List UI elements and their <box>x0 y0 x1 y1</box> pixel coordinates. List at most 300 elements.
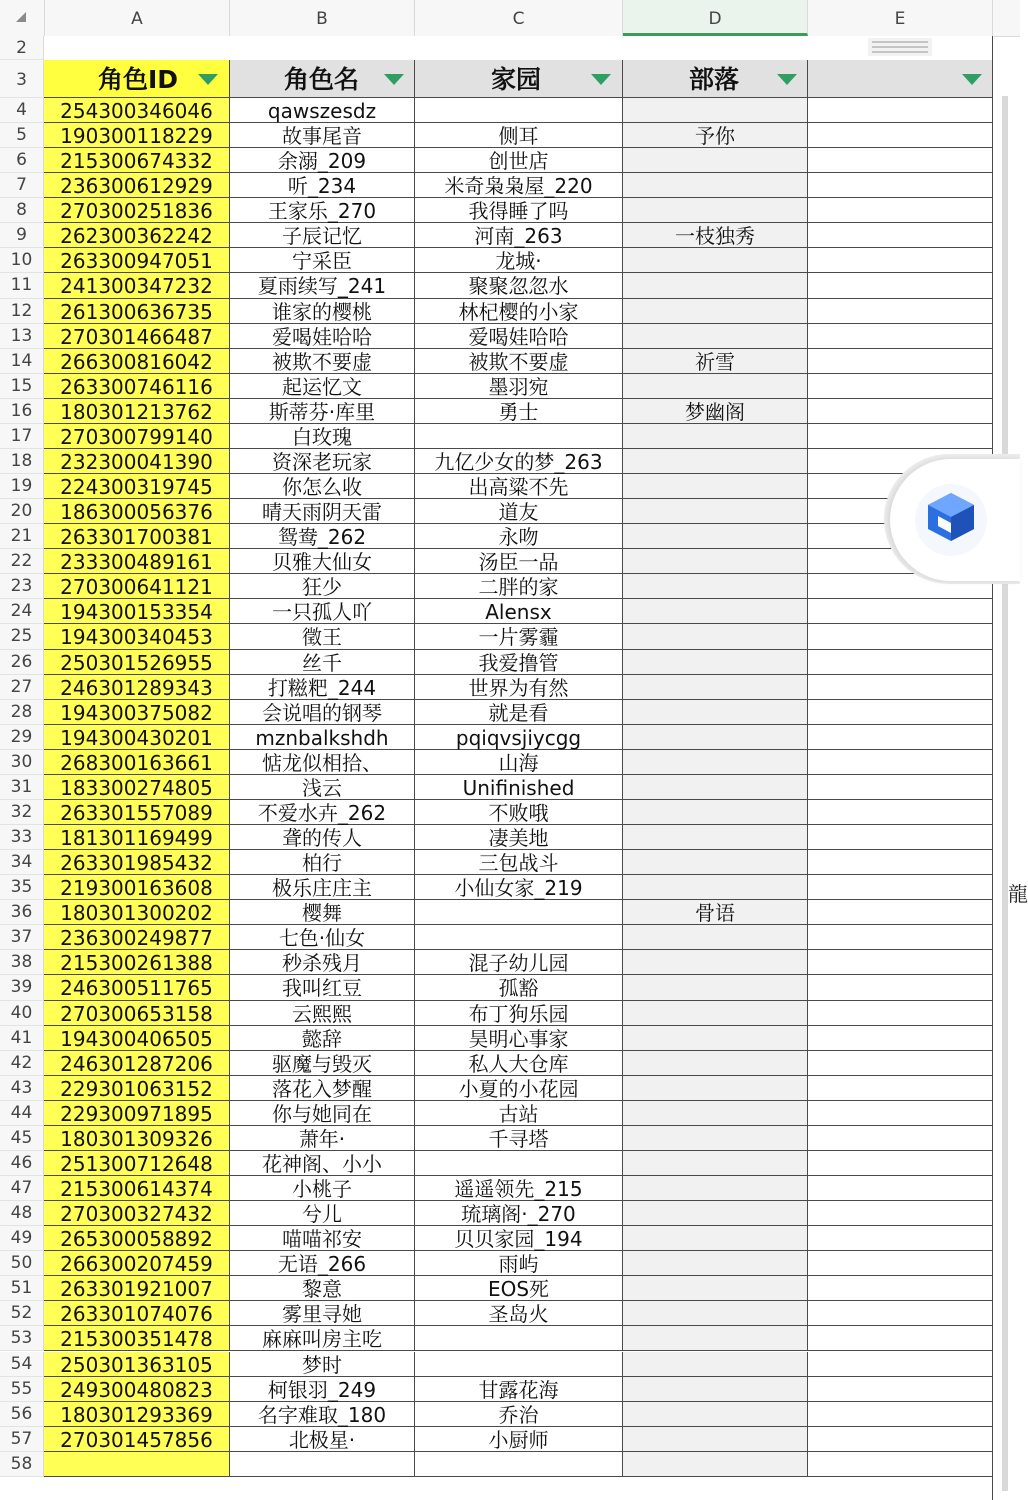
cell-home[interactable]: 乔治 <box>415 1402 623 1427</box>
row-number[interactable]: 10 <box>0 248 44 273</box>
cell-home[interactable]: 就是看 <box>415 700 623 725</box>
cell-home[interactable]: 琉璃阁·_270 <box>415 1201 623 1226</box>
cell-role-id[interactable]: 270300641121 <box>44 574 230 599</box>
cell-tribe[interactable] <box>623 1151 808 1176</box>
cell-role-id[interactable]: 180301300202 <box>44 900 230 925</box>
cell-role-id[interactable]: 246301287206 <box>44 1051 230 1076</box>
row-number[interactable]: 30 <box>0 750 44 775</box>
cell-column-e[interactable] <box>808 1452 993 1477</box>
cell-home[interactable] <box>415 900 623 925</box>
cell-role-name[interactable]: 我叫红豆 <box>230 975 415 1000</box>
row-number[interactable]: 20 <box>0 499 44 524</box>
cell-role-name[interactable]: 被欺不要虚 <box>230 349 415 374</box>
cell-home[interactable]: 布丁狗乐园 <box>415 1001 623 1026</box>
cell-tribe[interactable] <box>623 1402 808 1427</box>
cell-column-e[interactable] <box>808 1076 993 1101</box>
cell-tribe[interactable] <box>623 599 808 624</box>
cell-role-name[interactable]: 狂少 <box>230 574 415 599</box>
cell-home[interactable]: 甘露花海 <box>415 1377 623 1402</box>
cell-role-id[interactable]: 263300746116 <box>44 374 230 399</box>
cell-role-name[interactable]: 不爱水卉_262 <box>230 800 415 825</box>
cell-column-e[interactable] <box>808 1251 993 1276</box>
row-number[interactable]: 44 <box>0 1101 44 1126</box>
cell-role-id[interactable]: 229300971895 <box>44 1101 230 1126</box>
cell-role-id[interactable]: 180301213762 <box>44 399 230 424</box>
cell-column-e[interactable] <box>808 800 993 825</box>
cell-home[interactable] <box>415 424 623 449</box>
cell-tribe[interactable] <box>623 98 808 123</box>
cell-tribe[interactable] <box>623 1126 808 1151</box>
filter-dropdown-icon[interactable] <box>384 74 404 85</box>
cell-home[interactable]: 雨屿 <box>415 1251 623 1276</box>
filter-dropdown-icon[interactable] <box>777 74 797 85</box>
cell-column-e[interactable] <box>808 1402 993 1427</box>
cell-column-e[interactable] <box>808 850 993 875</box>
cell-tribe[interactable] <box>623 925 808 950</box>
cell-tribe[interactable]: 予你 <box>623 123 808 148</box>
cell-tribe[interactable] <box>623 474 808 499</box>
row-number[interactable]: 19 <box>0 474 44 499</box>
cell-column-e[interactable] <box>808 1226 993 1251</box>
cell-role-name[interactable]: 丝千 <box>230 650 415 675</box>
cell-role-id[interactable]: 215300674332 <box>44 148 230 173</box>
cell-role-name[interactable]: 白玫瑰 <box>230 424 415 449</box>
cell-tribe[interactable] <box>623 1352 808 1377</box>
row-number[interactable]: 29 <box>0 725 44 750</box>
cell-tribe[interactable] <box>623 850 808 875</box>
cell-home[interactable] <box>415 1326 623 1351</box>
row-number[interactable]: 45 <box>0 1126 44 1151</box>
row-number[interactable]: 6 <box>0 148 44 173</box>
cell-column-e[interactable] <box>808 299 993 324</box>
cell-home[interactable]: 被欺不要虚 <box>415 349 623 374</box>
cell-role-id[interactable]: 246301289343 <box>44 675 230 700</box>
cell-column-e[interactable] <box>808 273 993 298</box>
column-header-a[interactable]: A <box>45 0 230 36</box>
header-column-e[interactable] <box>808 60 993 98</box>
row-number[interactable]: 13 <box>0 324 44 349</box>
cell-home[interactable]: 聚聚忽忽水 <box>415 273 623 298</box>
cell-tribe[interactable] <box>623 198 808 223</box>
cell-role-id[interactable]: 190300118229 <box>44 123 230 148</box>
cell-role-name[interactable]: 懿辞 <box>230 1026 415 1051</box>
cell-column-e[interactable] <box>808 324 993 349</box>
cell-home[interactable]: 龙城· <box>415 248 623 273</box>
cell-role-name[interactable]: 梦时 <box>230 1352 415 1377</box>
cell-role-name[interactable]: 子辰记忆 <box>230 223 415 248</box>
select-all-corner[interactable] <box>0 0 45 36</box>
cell-home[interactable]: 世界为有然 <box>415 675 623 700</box>
vertical-scrollbar[interactable] <box>1002 96 1008 1491</box>
cell-tribe[interactable] <box>623 1326 808 1351</box>
row-number[interactable]: 56 <box>0 1402 44 1427</box>
cell-role-name[interactable]: qawszesdz <box>230 98 415 123</box>
cell-tribe[interactable] <box>623 574 808 599</box>
cell-column-e[interactable] <box>808 248 993 273</box>
cell-home[interactable]: 小夏的小花园 <box>415 1076 623 1101</box>
column-header-e[interactable]: E <box>808 0 993 36</box>
cell-column-e[interactable] <box>808 875 993 900</box>
cell-role-name[interactable]: 故事尾音 <box>230 123 415 148</box>
cell-role-id[interactable]: 268300163661 <box>44 750 230 775</box>
cell-role-id[interactable]: 263300947051 <box>44 248 230 273</box>
cell-role-name[interactable] <box>230 1452 415 1477</box>
cell-home[interactable]: 凄美地 <box>415 825 623 850</box>
cell-role-name[interactable]: 打糍粑_244 <box>230 675 415 700</box>
cell-role-id[interactable]: 250301363105 <box>44 1352 230 1377</box>
cell-tribe[interactable] <box>623 449 808 474</box>
cell-role-id[interactable]: 262300362242 <box>44 223 230 248</box>
cell-column-e[interactable] <box>808 349 993 374</box>
cell-home[interactable]: 我得睡了吗 <box>415 198 623 223</box>
cell-home[interactable]: 一片雾霾 <box>415 624 623 649</box>
cell-home[interactable]: 千寻塔 <box>415 1126 623 1151</box>
cell-role-id[interactable]: 263301985432 <box>44 850 230 875</box>
cell-home[interactable] <box>415 1151 623 1176</box>
cell-column-e[interactable] <box>808 1276 993 1301</box>
cell-tribe[interactable] <box>623 875 808 900</box>
cell-role-name[interactable]: 王家乐_270 <box>230 198 415 223</box>
cell-column-e[interactable] <box>808 1301 993 1326</box>
cell-role-id[interactable]: 261300636735 <box>44 299 230 324</box>
cell-home[interactable] <box>415 1352 623 1377</box>
cell-column-e[interactable] <box>808 1427 993 1452</box>
row-number[interactable]: 12 <box>0 299 44 324</box>
cell-tribe[interactable]: 祈雪 <box>623 349 808 374</box>
cell-role-id[interactable]: 265300058892 <box>44 1226 230 1251</box>
row-number[interactable]: 25 <box>0 624 44 649</box>
cell-tribe[interactable] <box>623 148 808 173</box>
cell-role-id[interactable]: 194300375082 <box>44 700 230 725</box>
cell-home[interactable] <box>415 1452 623 1477</box>
cell-role-name[interactable]: 兮儿 <box>230 1201 415 1226</box>
row-number[interactable]: 21 <box>0 524 44 549</box>
row-number[interactable]: 14 <box>0 349 44 374</box>
cell-tribe[interactable] <box>623 1076 808 1101</box>
column-header-c[interactable]: C <box>415 0 623 36</box>
cell-role-name[interactable]: 麻麻叫房主吃 <box>230 1326 415 1351</box>
cell-column-e[interactable] <box>808 424 993 449</box>
cell-tribe[interactable] <box>623 825 808 850</box>
cell-role-id[interactable]: 270300327432 <box>44 1201 230 1226</box>
cell-home[interactable]: 米奇枭枭屋_220 <box>415 173 623 198</box>
cell-role-name[interactable]: 秒杀残月 <box>230 950 415 975</box>
cell-home[interactable]: 遥遥领先_215 <box>415 1176 623 1201</box>
cell-role-name[interactable]: 黎意 <box>230 1276 415 1301</box>
cell-role-id[interactable]: 236300612929 <box>44 173 230 198</box>
row-number[interactable]: 55 <box>0 1377 44 1402</box>
cell-role-id[interactable]: 266300207459 <box>44 1251 230 1276</box>
cell-column-e[interactable] <box>808 1377 993 1402</box>
cell-role-id[interactable]: 232300041390 <box>44 449 230 474</box>
row-number[interactable]: 5 <box>0 123 44 148</box>
cell-column-e[interactable] <box>808 725 993 750</box>
row-number[interactable]: 32 <box>0 800 44 825</box>
row-number[interactable]: 37 <box>0 925 44 950</box>
cell-role-name[interactable]: 柯银羽_249 <box>230 1377 415 1402</box>
cell-role-name[interactable]: 云熙熙 <box>230 1001 415 1026</box>
cell-role-id[interactable]: 263301921007 <box>44 1276 230 1301</box>
cell-home[interactable]: 私人大仓库 <box>415 1051 623 1076</box>
row-number[interactable]: 36 <box>0 900 44 925</box>
cell-role-id[interactable]: 233300489161 <box>44 549 230 574</box>
cell-home[interactable]: 河南_263 <box>415 223 623 248</box>
cell-home[interactable]: 山海 <box>415 750 623 775</box>
cell-role-name[interactable]: 一只孤人吖 <box>230 599 415 624</box>
cell-home[interactable]: 古站 <box>415 1101 623 1126</box>
row-number[interactable]: 26 <box>0 650 44 675</box>
cell-role-id[interactable]: 241300347232 <box>44 273 230 298</box>
cell-column-e[interactable] <box>808 650 993 675</box>
cell-tribe[interactable] <box>623 725 808 750</box>
row-number[interactable]: 2 <box>0 36 44 60</box>
cell-role-name[interactable]: 斯蒂芬·库里 <box>230 399 415 424</box>
cell-role-id[interactable]: 270300799140 <box>44 424 230 449</box>
row-number[interactable]: 15 <box>0 374 44 399</box>
cell-home[interactable]: 创世店 <box>415 148 623 173</box>
cell-tribe[interactable] <box>623 374 808 399</box>
cell-role-name[interactable]: mznbalkshdh <box>230 725 415 750</box>
row-number[interactable]: 51 <box>0 1276 44 1301</box>
cell-home[interactable]: 永吻 <box>415 524 623 549</box>
cell-role-id[interactable]: 263301700381 <box>44 524 230 549</box>
column-header-d[interactable]: D <box>623 0 808 36</box>
cell-column-e[interactable] <box>808 223 993 248</box>
cell-column-e[interactable] <box>808 700 993 725</box>
cell-column-e[interactable] <box>808 198 993 223</box>
row-number[interactable]: 31 <box>0 775 44 800</box>
cell-home[interactable]: 出高粱不先 <box>415 474 623 499</box>
cell-role-id[interactable]: 249300480823 <box>44 1377 230 1402</box>
row-number[interactable]: 35 <box>0 875 44 900</box>
cell-column-e[interactable] <box>808 900 993 925</box>
column-header-b[interactable]: B <box>230 0 415 36</box>
cell-column-e[interactable] <box>808 173 993 198</box>
cell-role-name[interactable]: 余溺_209 <box>230 148 415 173</box>
row-number[interactable]: 50 <box>0 1251 44 1276</box>
cell-role-id[interactable]: 270300653158 <box>44 1001 230 1026</box>
row-number[interactable]: 46 <box>0 1151 44 1176</box>
cell-home[interactable]: 道友 <box>415 499 623 524</box>
cell-column-e[interactable] <box>808 675 993 700</box>
row-number[interactable]: 54 <box>0 1352 44 1377</box>
cell-column-e[interactable] <box>808 1326 993 1351</box>
cell-home[interactable]: 侧耳 <box>415 123 623 148</box>
cell-tribe[interactable] <box>623 1001 808 1026</box>
cell-home[interactable]: EOS死 <box>415 1276 623 1301</box>
cell-column-e[interactable] <box>808 599 993 624</box>
row-number[interactable]: 8 <box>0 198 44 223</box>
cell-role-name[interactable]: 会说唱的钢琴 <box>230 700 415 725</box>
cell-role-name[interactable]: 萧年· <box>230 1126 415 1151</box>
cell-role-id[interactable]: 229301063152 <box>44 1076 230 1101</box>
cell-home[interactable]: 墨羽宛 <box>415 374 623 399</box>
cell-role-id[interactable]: 246300511765 <box>44 975 230 1000</box>
cell-role-id[interactable]: 215300261388 <box>44 950 230 975</box>
cell-role-name[interactable]: 谁家的樱桃 <box>230 299 415 324</box>
cell-role-name[interactable]: 晴天雨阴天雷 <box>230 499 415 524</box>
cell-role-name[interactable]: 极乐庄庄主 <box>230 875 415 900</box>
floating-app-button[interactable] <box>890 459 1020 581</box>
filter-dropdown-icon[interactable] <box>198 74 218 85</box>
cell-tribe[interactable] <box>623 675 808 700</box>
cell-tribe[interactable]: 骨语 <box>623 900 808 925</box>
row-number[interactable]: 17 <box>0 424 44 449</box>
cell-column-e[interactable] <box>808 1101 993 1126</box>
cell-home[interactable]: 混子幼儿园 <box>415 950 623 975</box>
cell-tribe[interactable] <box>623 975 808 1000</box>
cell-column-e[interactable] <box>808 98 993 123</box>
cell-home[interactable]: 爱喝娃哈哈 <box>415 324 623 349</box>
row-number[interactable]: 34 <box>0 850 44 875</box>
cell-home[interactable]: pqiqvsjiycgg <box>415 725 623 750</box>
cell-tribe[interactable] <box>623 700 808 725</box>
cell-tribe[interactable] <box>623 650 808 675</box>
cell-home[interactable]: 小厨师 <box>415 1427 623 1452</box>
cell-role-name[interactable]: 浅云 <box>230 775 415 800</box>
cell-tribe[interactable] <box>623 499 808 524</box>
cell-column-e[interactable] <box>808 399 993 424</box>
row-number[interactable]: 23 <box>0 574 44 599</box>
cell-role-id[interactable]: 263301557089 <box>44 800 230 825</box>
row-number[interactable]: 47 <box>0 1176 44 1201</box>
cell-tribe[interactable] <box>623 1427 808 1452</box>
cell-role-name[interactable]: 贝雅大仙女 <box>230 549 415 574</box>
row-number[interactable]: 4 <box>0 98 44 123</box>
cell-tribe[interactable] <box>623 524 808 549</box>
cell-role-name[interactable]: 你与她同在 <box>230 1101 415 1126</box>
cell-role-id[interactable]: 183300274805 <box>44 775 230 800</box>
row-number[interactable]: 3 <box>0 60 44 98</box>
cell-role-id[interactable]: 224300319745 <box>44 474 230 499</box>
cell-role-name[interactable]: 宁采臣 <box>230 248 415 273</box>
cell-role-id[interactable]: 194300153354 <box>44 599 230 624</box>
row-number[interactable]: 24 <box>0 599 44 624</box>
cell-column-e[interactable] <box>808 1352 993 1377</box>
cell-home[interactable]: 昊明心事家 <box>415 1026 623 1051</box>
cell-home[interactable]: 贝贝家园_194 <box>415 1226 623 1251</box>
cell-home[interactable]: 小仙女家_219 <box>415 875 623 900</box>
cell-tribe[interactable] <box>623 273 808 298</box>
row-number[interactable]: 52 <box>0 1301 44 1326</box>
cell-role-name[interactable]: 爱喝娃哈哈 <box>230 324 415 349</box>
cell-role-id[interactable]: 250301526955 <box>44 650 230 675</box>
row-number[interactable]: 57 <box>0 1427 44 1452</box>
cell-column-e[interactable] <box>808 1001 993 1026</box>
row-number[interactable]: 27 <box>0 675 44 700</box>
row-number[interactable]: 28 <box>0 700 44 725</box>
cell-role-name[interactable]: 驱魔与毁灭 <box>230 1051 415 1076</box>
cell-role-name[interactable]: 柏行 <box>230 850 415 875</box>
cell-role-name[interactable]: 听_234 <box>230 173 415 198</box>
cell-role-id[interactable]: 270301457856 <box>44 1427 230 1452</box>
cell-role-name[interactable]: 雾里寻她 <box>230 1301 415 1326</box>
cell-role-name[interactable]: 鸳鸯_262 <box>230 524 415 549</box>
cell-column-e[interactable] <box>808 624 993 649</box>
cell-tribe[interactable] <box>623 750 808 775</box>
cell-tribe[interactable]: 一枝独秀 <box>623 223 808 248</box>
row-number[interactable]: 43 <box>0 1076 44 1101</box>
cell-tribe[interactable] <box>623 424 808 449</box>
cell-role-name[interactable]: 起运忆文 <box>230 374 415 399</box>
cell-column-e[interactable] <box>808 1151 993 1176</box>
row-number[interactable]: 58 <box>0 1452 44 1477</box>
cell-role-name[interactable]: 徵王 <box>230 624 415 649</box>
cell-role-id[interactable]: 215300351478 <box>44 1326 230 1351</box>
cell-tribe[interactable] <box>623 248 808 273</box>
cell-tribe[interactable] <box>623 1452 808 1477</box>
row-number[interactable]: 11 <box>0 273 44 298</box>
cell-home[interactable]: 孤豁 <box>415 975 623 1000</box>
cell-home[interactable]: 九亿少女的梦_263 <box>415 449 623 474</box>
cell-role-name[interactable]: 资深老玩家 <box>230 449 415 474</box>
cell-role-id[interactable]: 194300406505 <box>44 1026 230 1051</box>
cell-role-name[interactable]: 名字难取_180 <box>230 1402 415 1427</box>
cell-role-id[interactable]: 215300614374 <box>44 1176 230 1201</box>
cell-home[interactable]: 圣岛火 <box>415 1301 623 1326</box>
cell-home[interactable]: 二胖的家 <box>415 574 623 599</box>
cell-column-e[interactable] <box>808 1051 993 1076</box>
cell-tribe[interactable] <box>623 549 808 574</box>
cell-role-name[interactable]: 聋的传人 <box>230 825 415 850</box>
row-number[interactable]: 39 <box>0 975 44 1000</box>
cell-role-id[interactable]: 186300056376 <box>44 499 230 524</box>
cell-role-name[interactable]: 惦龙似相拾、 <box>230 750 415 775</box>
cell-tribe[interactable] <box>623 1226 808 1251</box>
cell-home[interactable]: 汤臣一品 <box>415 549 623 574</box>
cell-column-e[interactable] <box>808 148 993 173</box>
cell-role-name[interactable]: 北极星· <box>230 1427 415 1452</box>
cell-home[interactable]: Unifinished <box>415 775 623 800</box>
cell-role-name[interactable]: 你怎么收 <box>230 474 415 499</box>
header-tribe[interactable] <box>623 60 808 98</box>
cell-column-e[interactable] <box>808 750 993 775</box>
cell-tribe[interactable] <box>623 1301 808 1326</box>
cell-tribe[interactable] <box>623 950 808 975</box>
cell-tribe[interactable] <box>623 1176 808 1201</box>
cell-tribe[interactable] <box>623 173 808 198</box>
cell-role-id[interactable]: 181301169499 <box>44 825 230 850</box>
cell-tribe[interactable] <box>623 1026 808 1051</box>
cell-role-id[interactable]: 263301074076 <box>44 1301 230 1326</box>
cell-tribe[interactable] <box>623 324 808 349</box>
cell-tribe[interactable] <box>623 1276 808 1301</box>
cell-column-e[interactable] <box>808 1126 993 1151</box>
cell-role-id[interactable]: 194300430201 <box>44 725 230 750</box>
cell-column-e[interactable] <box>808 925 993 950</box>
cell-tribe[interactable] <box>623 1051 808 1076</box>
cell-column-e[interactable] <box>808 1176 993 1201</box>
cell-role-id[interactable]: 270300251836 <box>44 198 230 223</box>
cell-home[interactable]: 勇士 <box>415 399 623 424</box>
cell-role-name[interactable]: 七色·仙女 <box>230 925 415 950</box>
cell-home[interactable]: 林杞樱的小家 <box>415 299 623 324</box>
cell-role-id[interactable]: 180301293369 <box>44 1402 230 1427</box>
cell-role-id[interactable]: 254300346046 <box>44 98 230 123</box>
cell-role-id[interactable]: 270301466487 <box>44 324 230 349</box>
cell-column-e[interactable] <box>808 775 993 800</box>
cell-role-id[interactable]: 266300816042 <box>44 349 230 374</box>
row-number[interactable]: 48 <box>0 1201 44 1226</box>
cell-tribe[interactable]: 梦幽阁 <box>623 399 808 424</box>
cell-tribe[interactable] <box>623 1251 808 1276</box>
cell-role-name[interactable]: 落花入梦醒 <box>230 1076 415 1101</box>
row-number[interactable]: 33 <box>0 825 44 850</box>
row-number[interactable]: 53 <box>0 1326 44 1351</box>
cell-role-name[interactable]: 花神阁、小小 <box>230 1151 415 1176</box>
cell-role-name[interactable]: 无语_266 <box>230 1251 415 1276</box>
cell-column-e[interactable] <box>808 825 993 850</box>
